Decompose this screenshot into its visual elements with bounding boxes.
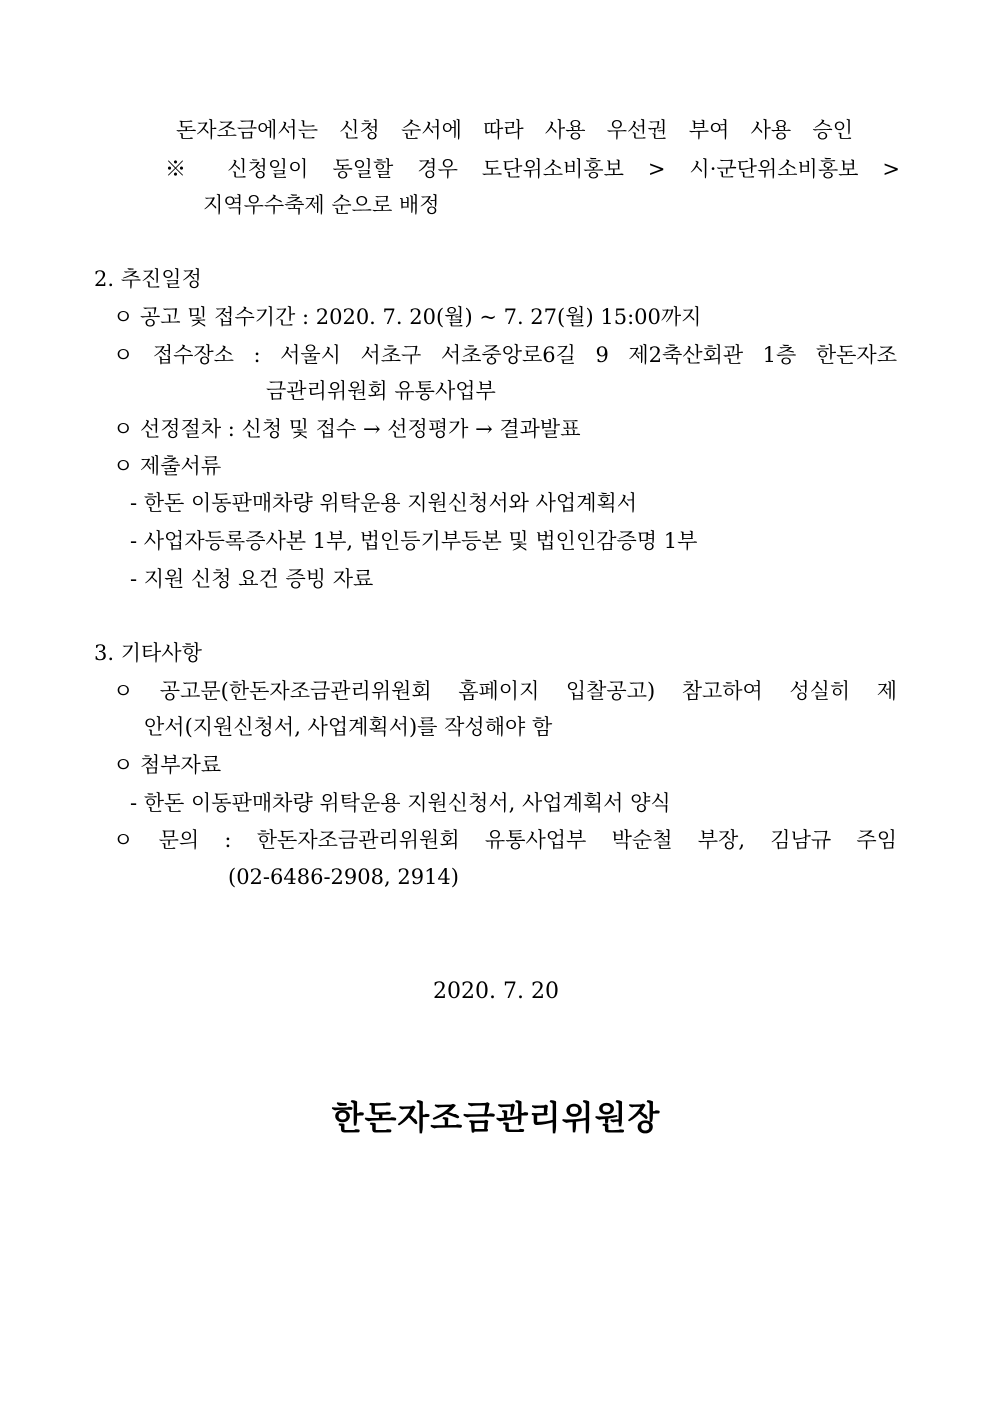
signature: 한돈자조금관리위원장 <box>331 1098 661 1137</box>
section-2-item: ㅇ 선정절차 : 신청 및 접수 → 선정평가 → 결과발표 <box>113 417 581 441</box>
section-3-item: ㅇ 문의 : 한돈자조금관리위원회 유통사업부 박순철 부장, 김남규 주임 <box>113 828 897 852</box>
section-2-item: ㅇ 접수장소 : 서울시 서초구 서초중앙로6길 9 제2축산회관 1층 한돈자조 <box>113 343 897 367</box>
section-2-heading: 2. 추진일정 <box>94 267 202 291</box>
section-2-item: 금관리위원회 유통사업부 <box>266 379 496 403</box>
section-3-heading: 3. 기타사항 <box>94 641 202 665</box>
section-3-item: (02-6486-2908, 2914) <box>228 865 459 889</box>
section-2-subitem: - 한돈 이동판매차량 위탁운용 지원신청서와 사업계획서 <box>130 491 638 515</box>
section-2-item: ㅇ 제출서류 <box>113 454 222 478</box>
section-3-item: 안서(지원신청서, 사업계획서)를 작성해야 함 <box>144 715 553 739</box>
section-2-subitem: - 지원 신청 요건 증빙 자료 <box>130 567 374 591</box>
section-3-subitem: - 한돈 이동판매차량 위탁운용 지원신청서, 사업계획서 양식 <box>130 791 671 815</box>
section-3-item: ㅇ 공고문(한돈자조금관리위원회 홈페이지 입찰공고) 참고하여 성실히 제 <box>113 679 897 703</box>
document-date: 2020. 7. 20 <box>433 979 559 1004</box>
intro-note-1: ※ 신청일이 동일할 경우 도단위소비홍보 > 시·군단위소비홍보 > <box>165 157 900 181</box>
section-3-item: ㅇ 첨부자료 <box>113 753 222 777</box>
section-2-item: ㅇ 공고 및 접수기간 : 2020. 7. 20(월) ~ 7. 27(월) 15:00까지 <box>113 305 702 329</box>
intro-line-1: 돈자조금에서는 신청 순서에 따라 사용 우선권 부여 사용 승인 <box>176 118 853 142</box>
section-2-subitem: - 사업자등록증사본 1부, 법인등기부등본 및 법인인감증명 1부 <box>130 529 698 553</box>
intro-note-2: 지역우수축제 순으로 배정 <box>203 193 440 217</box>
